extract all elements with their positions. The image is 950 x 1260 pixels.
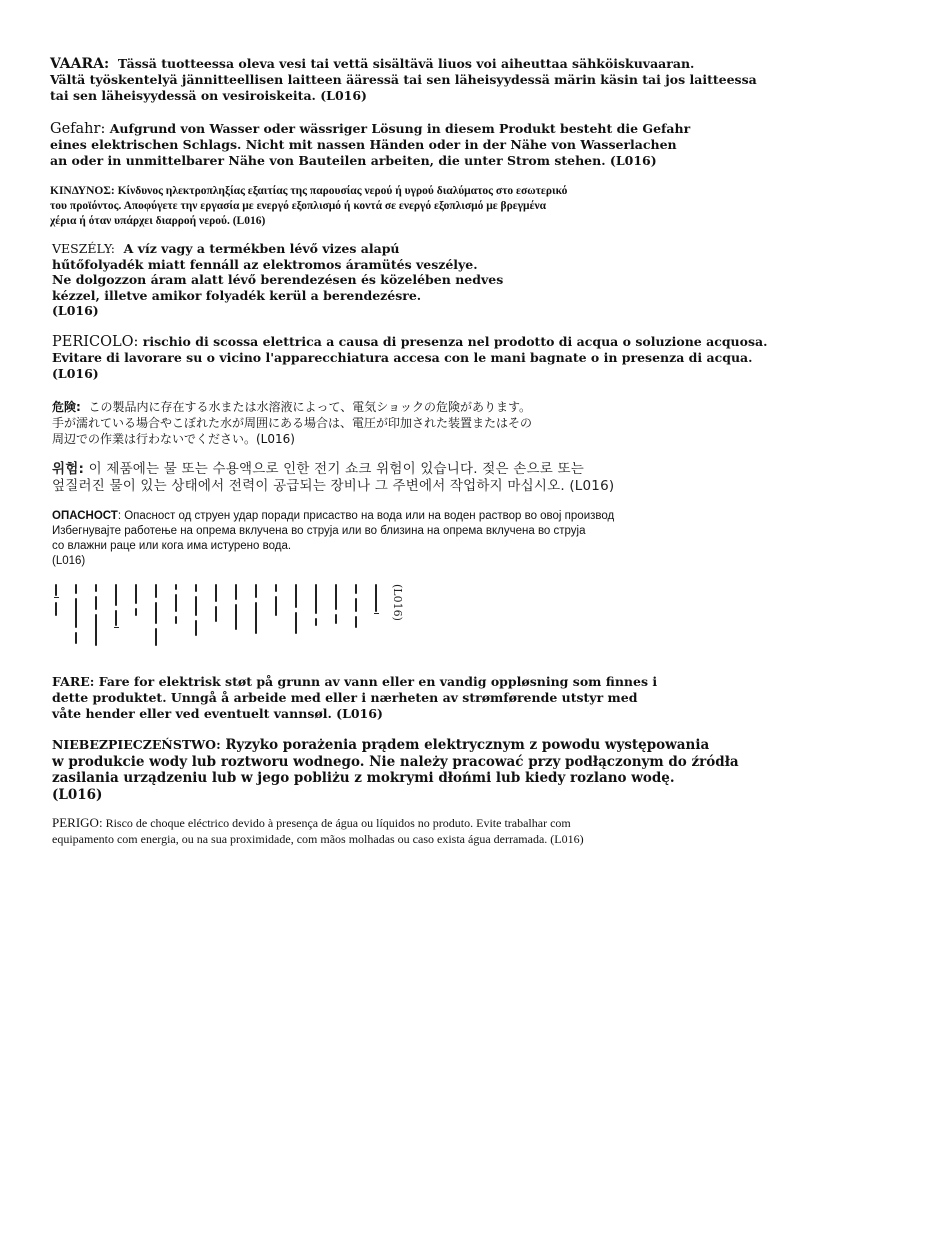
- notice-hungarian: [52, 241, 692, 319]
- script-stroke: [235, 584, 237, 600]
- script-stroke: [195, 620, 197, 636]
- notice-line: [52, 461, 692, 478]
- mongolian-notice-code: (L016): [391, 584, 404, 621]
- notice-line: του προϊόντος. Αποφύγετε την εργασία με ενεργό εξοπλισμό ή κοντά σε ενεργό εξοπλισμό με βρεγμένα: [50, 200, 547, 212]
- mongolian-script-column: [250, 584, 262, 660]
- mongolian-script-column: [330, 584, 342, 660]
- script-stroke: [335, 614, 337, 624]
- notice-text: Risco de choque eléctrico devido à presença de água ou líquidos no produto. Evite trabalhar com: [105, 816, 571, 830]
- notice-line: (L016): [52, 366, 99, 381]
- notice-line: equipamento com energia, ou na sua proximidade, com mãos molhadas ou caso exista água derramada. (L016): [52, 832, 584, 846]
- notice-line: [52, 334, 768, 350]
- mongolian-script-column: [230, 584, 242, 660]
- script-stroke: [115, 610, 117, 626]
- notice-polish: [52, 737, 739, 803]
- script-stroke: [55, 602, 57, 616]
- notice-line: Ne dolgozzon áram alatt lévő berendezésen és közelében nedves: [52, 272, 504, 287]
- notice-label: PERIGO:: [52, 815, 103, 830]
- script-stroke: [375, 584, 377, 612]
- script-stroke: [255, 602, 257, 634]
- script-stroke: [75, 598, 77, 628]
- notice-japanese: [52, 399, 692, 447]
- mongolian-script-column: [70, 584, 82, 660]
- notice-line: Vältä työskentelyä jännitteellisen laitteen ääressä tai sen läheisyydessä märin käsin tai jos laitteessa: [50, 72, 757, 87]
- script-stroke: [75, 584, 77, 594]
- script-stroke: [355, 616, 357, 628]
- mongolian-script-column: [170, 584, 182, 660]
- notice-greek: [50, 184, 690, 229]
- notice-korean: [52, 461, 692, 495]
- notice-text: Aufgrund von Wasser oder wässriger Lösung in diesem Produkt besteht die Gefahr: [109, 121, 691, 136]
- script-stroke: [95, 614, 97, 646]
- notice-label: NIEBEZPIECZEŃSTWO:: [52, 737, 221, 752]
- mongolian-script-column: [110, 584, 122, 660]
- notice-label: VAARA:: [50, 56, 110, 72]
- mongolian-script-column: [270, 584, 282, 660]
- notice-line: χέρια ή όταν υπάρχει διαρροή νερού. (L016): [50, 215, 266, 227]
- notice-line: dette produktet. Unngå å arbeide med eller i nærheten av strømførende utstyr med: [52, 690, 638, 705]
- script-stroke: [54, 597, 59, 598]
- mongolian-script-column: [150, 584, 162, 660]
- script-stroke: [315, 618, 317, 626]
- notice-mongolian-script: [50, 584, 410, 660]
- notice-finnish: [50, 56, 757, 104]
- script-stroke: [195, 596, 197, 616]
- script-stroke: [355, 584, 357, 594]
- mongolian-script-column: [130, 584, 142, 660]
- notice-line: [52, 399, 692, 415]
- script-stroke: [215, 584, 217, 602]
- notice-line: [52, 815, 692, 831]
- notice-line: [52, 241, 692, 257]
- notice-line: tai sen läheisyydessä on vesiroiskeita. (L016): [50, 88, 367, 103]
- notice-line: [50, 56, 695, 72]
- notice-line: 周辺での作業は行わないでください。(L016): [52, 432, 295, 446]
- notice-text: : Опасност од струен удар поради присаство на вода или на воден раствор во овој производ: [117, 510, 615, 522]
- notice-line: [52, 509, 712, 524]
- notice-line: со влажни раце или кога има истурено вода.: [52, 540, 292, 552]
- mongolian-script-column: [50, 584, 62, 660]
- notice-text: A víz vagy a termékben lévő vizes alapú: [123, 241, 400, 256]
- script-stroke: [235, 604, 237, 630]
- notice-line: w produkcie wody lub roztworu wodnego. Nie należy pracować przy podłączonym do źródła: [52, 753, 739, 770]
- notice-line: [50, 184, 690, 199]
- mongolian-script-column: [350, 584, 362, 660]
- mongolian-script-column: [210, 584, 222, 660]
- script-stroke: [295, 612, 297, 634]
- notice-label: 危険:: [52, 400, 81, 414]
- notice-label: 위험:: [52, 461, 85, 477]
- notice-line: (L016): [52, 786, 103, 803]
- notice-line: (L016): [52, 303, 99, 318]
- notice-line: 엎질러진 물이 있는 상태에서 전력이 공급되는 장비나 그 주변에서 작업하지 마십시오. (L016): [52, 478, 615, 494]
- notice-portuguese: [52, 815, 692, 847]
- script-stroke: [255, 584, 257, 598]
- notice-line: an oder in unmittelbarer Nähe von Bauteilen arbeiten, die unter Strom stehen. (L016): [50, 153, 657, 168]
- mongolian-script-column: [370, 584, 382, 660]
- notice-line: Evitare di lavorare su o vicino l'apparecchiatura accesa con le mani bagnate o in presenza di acqua.: [52, 350, 753, 365]
- notice-line: våte hender eller ved eventuelt vannsøl. (L016): [52, 706, 383, 721]
- script-stroke: [155, 584, 157, 598]
- script-stroke: [275, 596, 277, 616]
- script-stroke: [215, 606, 217, 622]
- script-stroke: [55, 584, 57, 596]
- script-stroke: [114, 627, 119, 628]
- notice-line: [52, 737, 712, 754]
- notice-line: (L016): [52, 555, 86, 567]
- notice-italian: [52, 334, 768, 382]
- notice-label: ΚΙΝΔΥΝΟΣ:: [50, 185, 115, 197]
- notice-line: hűtőfolyadék miatt fennáll az elektromos áramütés veszélye.: [52, 256, 478, 272]
- notice-line: [52, 674, 692, 690]
- notice-line: 手が濡れている場合やこぼれた水が周囲にある場合は、電圧が印加された装置またはその: [52, 416, 533, 430]
- notice-line: eines elektrischen Schlags. Nicht mit nassen Händen oder in der Nähe von Wasserlachen: [50, 137, 677, 152]
- notice-text: Ryzyko porażenia prądem elektrycznym z powodu występowania: [225, 737, 710, 753]
- script-stroke: [135, 608, 137, 616]
- script-stroke: [175, 594, 177, 612]
- script-stroke: [75, 632, 77, 644]
- mongolian-script-column: [190, 584, 202, 660]
- mongolian-script-column: [90, 584, 102, 660]
- notice-text: この製品内に存在する水または水溶液によって、電気ショックの危険があります。: [88, 400, 532, 414]
- script-stroke: [175, 616, 177, 624]
- notice-text: 이 제품에는 물 또는 수용액으로 인한 전기 쇼크 위험이 있습니다. 젖은 손으로 또는: [88, 461, 584, 477]
- notice-line: zasilania urządzeniu lub w jego pobliżu z mokrymi dłońmi lub kiedy rozlano wodę.: [52, 770, 675, 786]
- script-stroke: [315, 584, 317, 614]
- notice-german: [50, 121, 690, 169]
- notice-line: [50, 121, 690, 137]
- script-stroke: [335, 584, 337, 610]
- notice-label: Gefahr:: [50, 121, 106, 137]
- script-stroke: [95, 596, 97, 610]
- script-stroke: [195, 584, 197, 592]
- script-stroke: [355, 598, 357, 612]
- notice-label: ОПАСНОСТ: [52, 510, 118, 522]
- script-stroke: [95, 584, 97, 592]
- mongolian-script-column: [310, 584, 322, 660]
- script-stroke: [175, 584, 177, 590]
- script-stroke: [295, 584, 297, 608]
- notice-line: kézzel, illetve amikor folyadék kerül a berendezésre.: [52, 287, 422, 303]
- notice-label: FARE:: [52, 674, 95, 689]
- notice-text: Κίνδυνος ηλεκτροπληξίας εξαιτίας της παρουσίας νερού ή υγρού διαλύματος στο εσωτερικό: [117, 185, 568, 197]
- notice-label: VESZÉLY:: [52, 241, 115, 256]
- script-stroke: [135, 584, 137, 604]
- script-stroke: [155, 628, 157, 646]
- notice-text: Tässä tuotteessa oleva vesi tai vettä sisältävä liuos voi aiheuttaa sähköiskuvaaran.: [117, 56, 695, 71]
- script-stroke: [374, 613, 379, 614]
- notice-norwegian: [52, 674, 692, 722]
- notice-macedonian: [52, 509, 712, 569]
- script-stroke: [115, 584, 117, 606]
- notice-line: Избегнувајте работење на опрема вклучена во струја или во близина на опрема вклучена во струја: [52, 525, 586, 537]
- script-stroke: [155, 602, 157, 624]
- script-stroke: [275, 584, 277, 592]
- notice-text: rischio di scossa elettrica a causa di presenza nel prodotto di acqua o soluzione acquosa.: [142, 334, 768, 349]
- mongolian-script-column: [290, 584, 302, 660]
- notice-label: PERICOLO:: [52, 334, 139, 350]
- notice-text: Fare for elektrisk støt på grunn av vann eller en vandig oppløsning som finnes i: [98, 674, 658, 689]
